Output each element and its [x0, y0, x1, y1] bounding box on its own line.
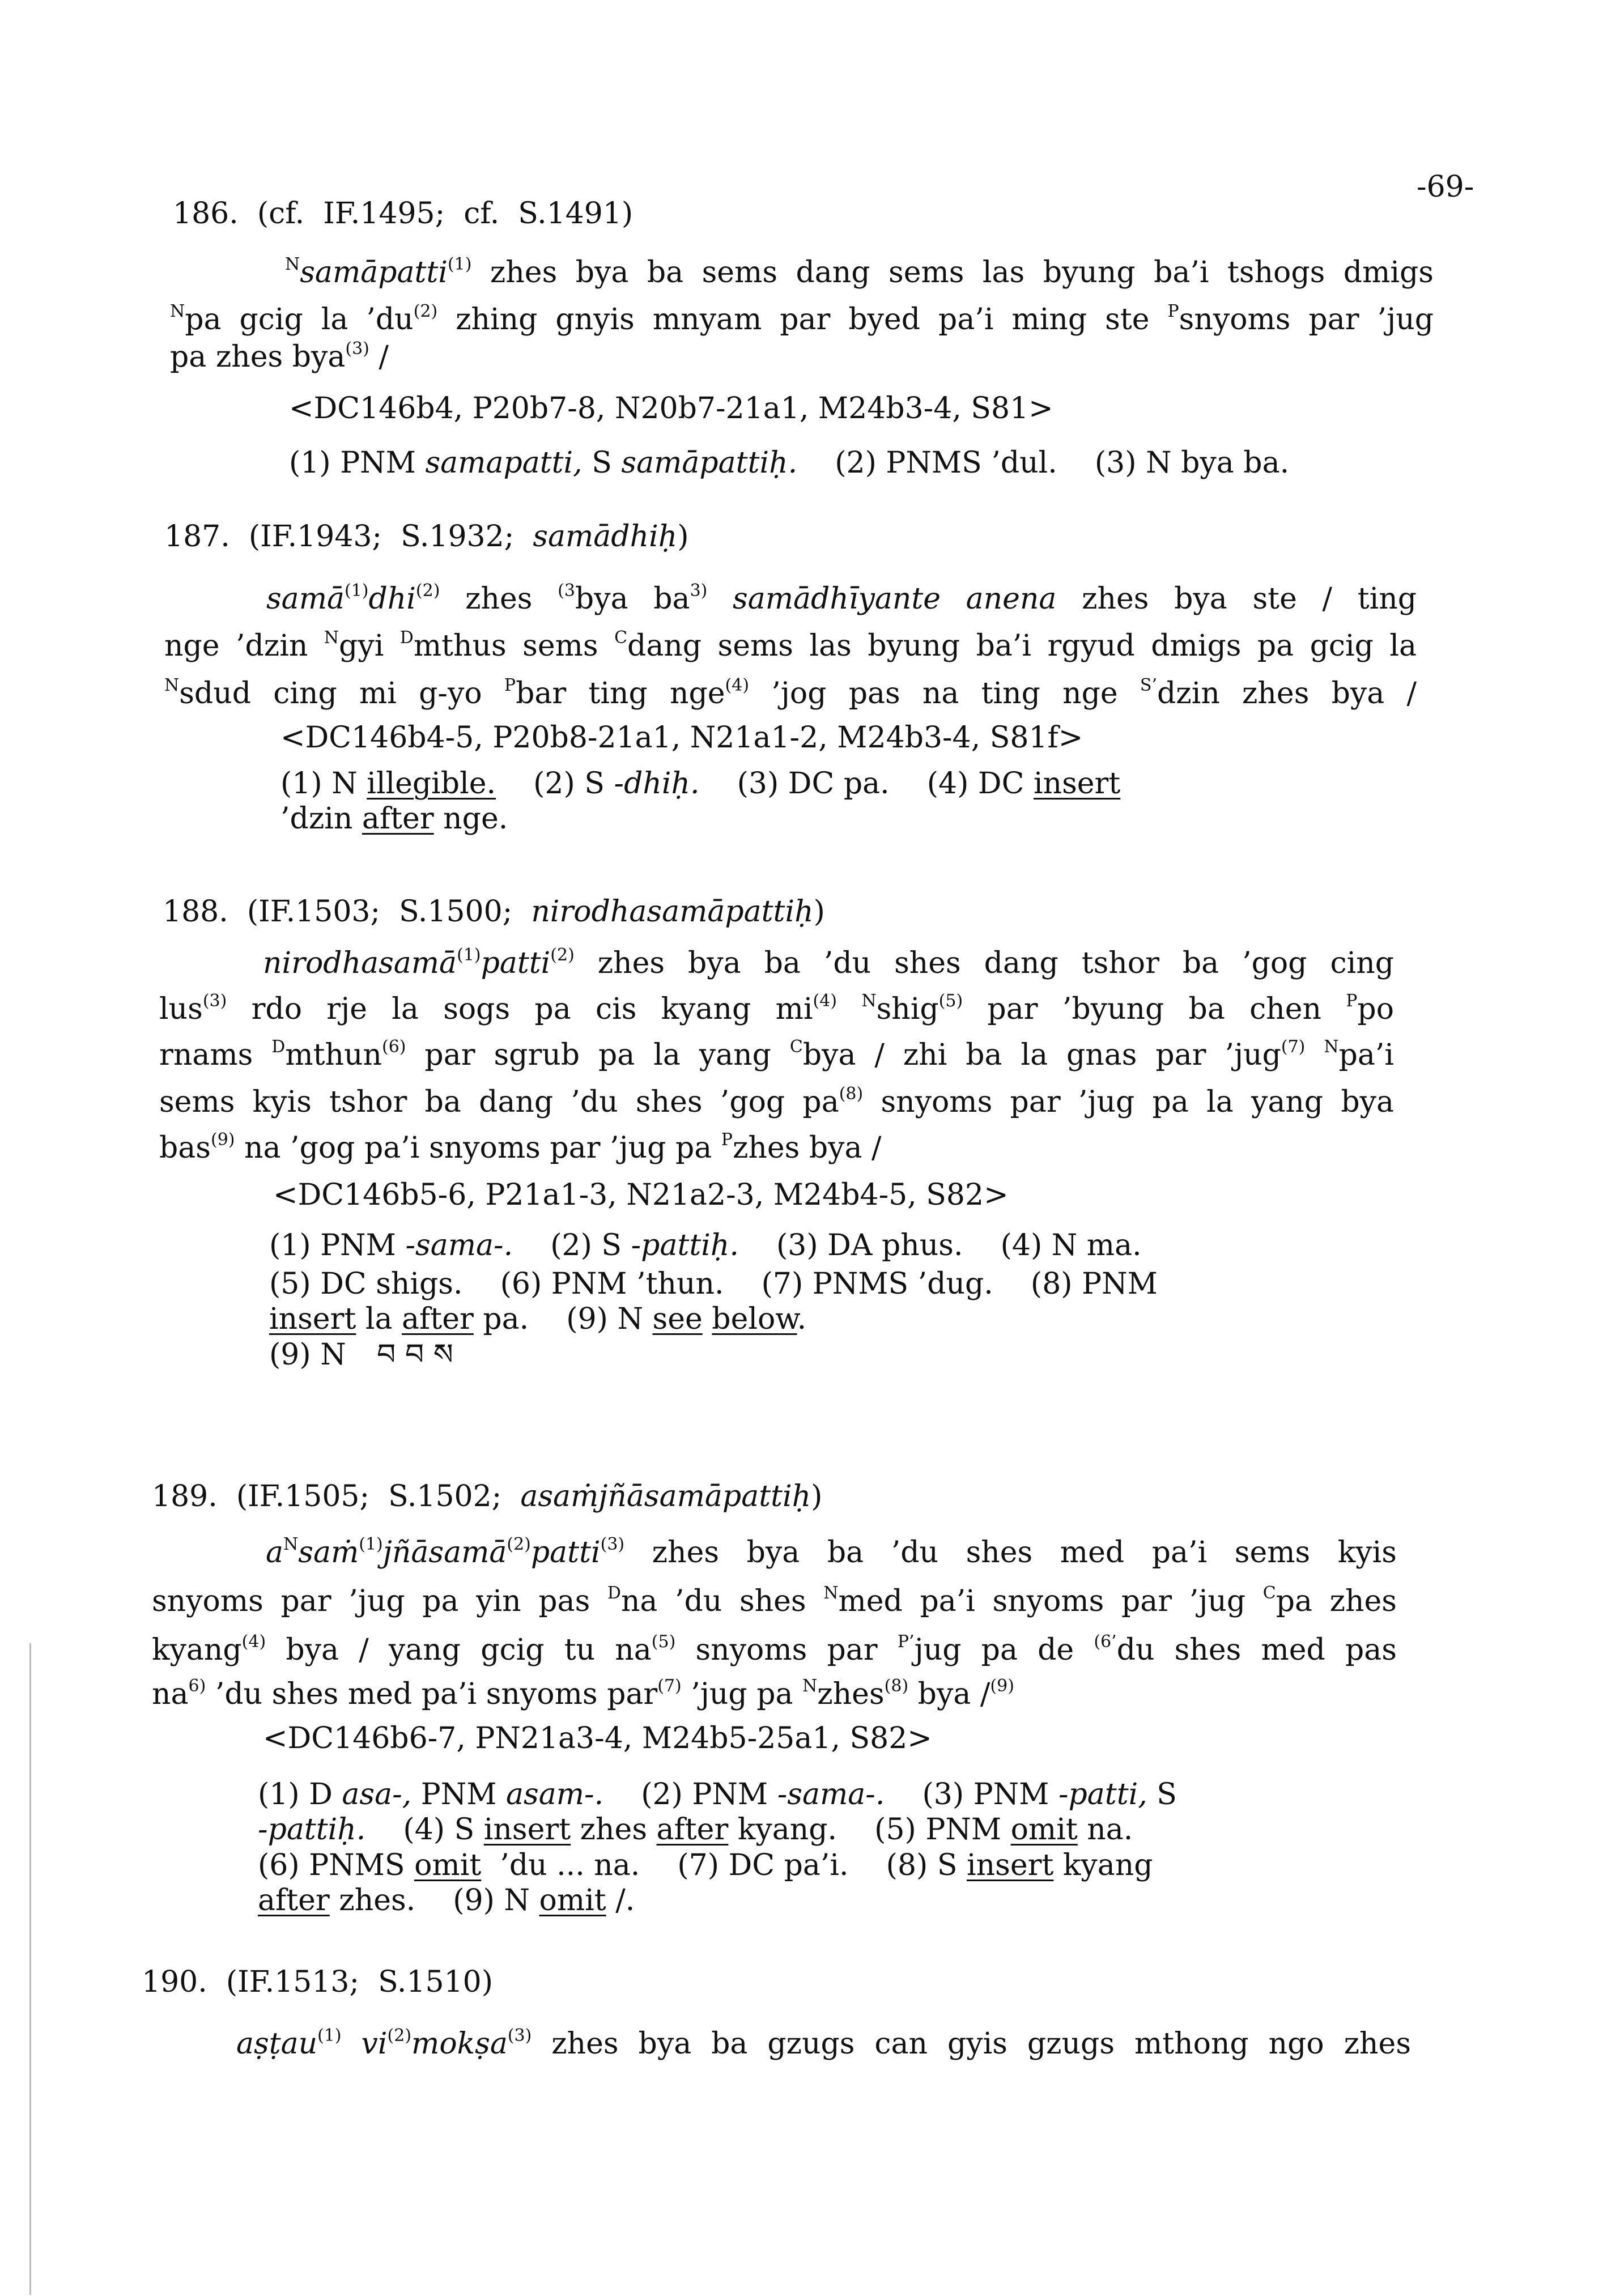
text-segment: ’dzin — [280, 802, 362, 836]
text-segment: na ’du shes — [620, 1584, 824, 1618]
source-references: <DC146b4-5, P20b8-21a1, N21a1-2, M24b3-4, S81f> — [280, 721, 1083, 755]
text-segment — [342, 2027, 362, 2061]
text-segment: gyi — [339, 629, 400, 663]
footnote-line — [289, 445, 1289, 481]
text-segment: zhes — [440, 582, 558, 616]
text-segment: snyoms par ’jug pa la yang bya — [863, 1085, 1394, 1119]
italic-term: samādhīyante anena — [733, 582, 1057, 616]
superscript-marker: P’ — [897, 1632, 915, 1652]
entry-text-line — [266, 581, 1417, 617]
text-segment: S — [1147, 1778, 1177, 1812]
underlined-word: after — [258, 1883, 330, 1917]
italic-term: samāpatti — [300, 256, 448, 290]
text-segment: . — [797, 1302, 807, 1336]
source-references: <DC146b4, P20b7-8, N20b7-21a1, M24b3-4, S81> — [289, 392, 1053, 426]
text-segment: ) — [811, 1479, 823, 1513]
superscript-marker: P — [504, 675, 516, 695]
footnote-line — [269, 1266, 1158, 1302]
italic-term: samāpattiḥ. — [621, 446, 798, 480]
superscript-marker: (9) — [210, 1130, 235, 1150]
text-segment: snyoms par — [675, 1633, 898, 1667]
text-segment: /. — [606, 1883, 635, 1917]
text-segment: na ’gog pa’i snyoms par ’jug pa — [235, 1131, 721, 1165]
text-segment: (1) D — [258, 1778, 342, 1812]
underlined-word: omit — [1010, 1813, 1078, 1847]
text-segment — [837, 992, 861, 1026]
superscript-marker: N — [861, 991, 877, 1011]
italic-term: samādhiḥ — [533, 520, 678, 554]
superscript-marker: (7) — [1281, 1037, 1306, 1057]
underlined-word: illegible. — [367, 767, 496, 801]
footnote-line — [269, 1227, 1142, 1264]
superscript-marker: (6) — [382, 1037, 406, 1057]
superscript-marker: (2) — [387, 2026, 412, 2046]
italic-term: dhi — [368, 582, 416, 616]
text-segment: nge. — [433, 802, 508, 836]
superscript-marker: (1) — [345, 581, 369, 601]
text-segment: (2) PNMS ’dul. (3) N bya ba. — [797, 446, 1290, 480]
text-segment: (9) N — [269, 1338, 346, 1372]
text-segment: po — [1357, 992, 1395, 1026]
entry-text-line — [164, 675, 1417, 712]
superscript-marker: 6) — [188, 1676, 206, 1696]
superscript-marker: N — [164, 675, 180, 695]
text-segment: pa. (9) N — [473, 1302, 653, 1336]
text-segment: du shes med pas — [1116, 1633, 1397, 1667]
text-segment: (1) PNM — [269, 1228, 406, 1262]
italic-term: -sama-. — [777, 1778, 885, 1812]
entry-text-line — [285, 254, 1434, 291]
footnote-line — [280, 801, 508, 837]
italic-term: jñāsamā — [382, 1536, 507, 1570]
text-segment: zhes — [817, 1677, 885, 1711]
underlined-word: insert — [1033, 767, 1121, 801]
footnote-line — [258, 1882, 635, 1919]
entry-text-line — [170, 339, 389, 375]
text-segment: par ’byung ba chen — [963, 992, 1346, 1026]
text-segment: pa gcig la ’du — [185, 303, 414, 337]
entry-heading — [164, 518, 689, 555]
text-segment: nge ’dzin — [164, 629, 324, 663]
page-number: -69- — [1417, 170, 1474, 204]
text-segment: kyang. (5) PNM — [728, 1813, 1011, 1847]
text-segment: ’du ... na. (7) DC pa’i. (8) S — [481, 1848, 967, 1882]
text-segment: ’du shes med pa’i snyoms par — [206, 1677, 658, 1711]
text-segment: bas — [159, 1131, 211, 1165]
italic-term: aṣṭau — [236, 2027, 318, 2061]
text-segment: ’jog pas na ting nge — [749, 677, 1140, 711]
superscript-marker: N — [823, 1583, 839, 1603]
superscript-marker: (3 — [558, 581, 575, 601]
italic-term: nirodhasamāpattiḥ — [531, 895, 814, 929]
text-segment: snyoms par ’jug — [1179, 303, 1434, 337]
text-segment: pa zhes — [1276, 1584, 1397, 1618]
superscript-marker: (3) — [202, 991, 227, 1011]
text-segment: shig — [876, 992, 939, 1026]
text-segment: PNM — [411, 1778, 507, 1812]
text-segment: 189. (IF.1505; S.1502; — [152, 1479, 521, 1513]
underlined-word: after — [656, 1813, 729, 1847]
italic-term: patti — [481, 946, 551, 980]
entry-text-line — [159, 1130, 882, 1166]
superscript-marker: S’ — [1140, 675, 1158, 695]
text-segment: jug pa de — [914, 1633, 1094, 1667]
underlined-word: after — [362, 802, 434, 836]
italic-term: a — [266, 1536, 284, 1570]
superscript-marker: C — [1262, 1583, 1276, 1603]
text-segment: ) — [677, 520, 689, 554]
text-segment: 187. (IF.1943; S.1932; — [164, 520, 533, 554]
footnote-line — [269, 1337, 346, 1373]
text-segment: 188. (IF.1503; S.1500; — [163, 895, 532, 929]
italic-term: saṁ — [298, 1536, 359, 1570]
entry-text-line — [159, 991, 1394, 1027]
italic-term: asa-, — [342, 1778, 412, 1812]
text-segment: par sgrub pa la yang — [406, 1038, 790, 1072]
italic-term: vi — [361, 2027, 388, 2061]
italic-term: -dhiḥ. — [614, 767, 700, 801]
entry-text-line — [170, 301, 1434, 338]
underlined-word: omit — [414, 1848, 482, 1882]
text-segment — [1305, 1038, 1324, 1072]
entry-heading — [163, 894, 825, 930]
superscript-marker: N — [170, 301, 185, 321]
superscript-marker: N — [285, 254, 300, 274]
text-segment: rdo rje la sogs pa cis kyang mi — [227, 992, 813, 1026]
underlined-word: insert — [483, 1813, 571, 1847]
entry-text-line — [159, 1037, 1394, 1073]
footnote-line — [258, 1776, 1177, 1813]
superscript-marker: N — [1324, 1037, 1339, 1057]
superscript-marker: (2) — [413, 301, 438, 321]
italic-term: -pattiḥ. — [631, 1228, 739, 1262]
text-segment: (6) PNMS — [258, 1848, 415, 1882]
text-segment: zhes bya ste / ting — [1056, 582, 1417, 616]
superscript-marker: (3) — [345, 339, 369, 359]
text-segment: (1) N — [280, 767, 367, 801]
text-segment: zhes bya ba gzugs can gyis gzugs mthong ngo zhes — [532, 2027, 1411, 2061]
underlined-word: insert — [967, 1848, 1054, 1882]
text-segment: mthun — [285, 1038, 382, 1072]
superscript-marker: (2) — [415, 581, 440, 601]
superscript-marker: (1) — [359, 1534, 383, 1554]
text-segment: sdud cing mi g-yo — [179, 677, 504, 711]
entry-heading — [152, 1478, 822, 1515]
text-segment: bya / zhi ba la gnas par ’jug — [802, 1038, 1281, 1072]
text-segment: zhes bya ba sems dang sems las byung ba’i tshogs dmigs — [471, 256, 1434, 290]
text-segment: na. — [1077, 1813, 1133, 1847]
text-segment: zhing gnyis mnyam par byed pa’i ming ste — [437, 303, 1168, 337]
entry-text-line — [164, 628, 1417, 664]
superscript-marker: (1) — [457, 945, 481, 965]
superscript-marker: (5) — [938, 991, 963, 1011]
text-segment: / — [369, 340, 389, 374]
text-segment: zhes bya ba ’du shes dang tshor ba ’gog cing — [574, 946, 1394, 980]
source-references: <DC146b5-6, P21a1-3, N21a2-3, M24b4-5, S82> — [273, 1178, 1009, 1212]
entry-text-line — [152, 1583, 1397, 1619]
italic-term: asam-. — [506, 1778, 604, 1812]
text-segment: la — [356, 1302, 402, 1336]
entry-text-line — [152, 1676, 1014, 1712]
footnote-line — [258, 1847, 1153, 1883]
superscript-marker: (9) — [990, 1676, 1014, 1696]
superscript-marker: (4) — [813, 991, 837, 1011]
underlined-word: omit — [539, 1883, 606, 1917]
entry-text-line — [159, 1084, 1394, 1120]
entry-heading — [142, 1964, 493, 2000]
text-segment: snyoms par ’jug pa yin pas — [152, 1584, 607, 1618]
italic-term: mokṣa — [411, 2027, 508, 2061]
text-segment: med pa’i snyoms par ’jug — [838, 1584, 1263, 1618]
text-segment: bya ba — [575, 582, 690, 616]
superscript-marker: (5) — [651, 1632, 676, 1652]
superscript-marker: C — [789, 1037, 803, 1057]
entry-text-line — [236, 2026, 1411, 2062]
text-segment: sems kyis tshor ba dang ’du shes ’gog pa — [159, 1085, 839, 1119]
text-segment: S — [582, 446, 622, 480]
superscript-marker: 3) — [690, 581, 708, 601]
underlined-word: see — [652, 1302, 703, 1336]
italic-term: -patti, — [1058, 1778, 1147, 1812]
text-segment: (4) S — [365, 1813, 484, 1847]
text-segment: 186. (cf. IF.1495; cf. S.1491) — [173, 197, 634, 231]
text-segment: bar ting nge — [516, 677, 725, 711]
italic-term: -pattiḥ. — [258, 1813, 366, 1847]
text-segment — [703, 1302, 712, 1336]
superscript-marker: C — [614, 628, 628, 648]
text-segment: bya / yang gcig tu na — [266, 1633, 652, 1667]
entry-heading — [173, 195, 633, 232]
text-segment: bya / — [908, 1677, 990, 1711]
text-segment: zhes bya ba ’du shes med pa’i sems kyis — [624, 1536, 1397, 1570]
text-segment: (3) PNM — [885, 1778, 1058, 1812]
superscript-marker: (8) — [884, 1676, 909, 1696]
tibetan-letters: བ བ ས — [377, 1338, 453, 1372]
entry-text-line — [152, 1632, 1397, 1668]
text-segment: (3) DA phus. (4) N ma. — [738, 1228, 1142, 1262]
superscript-marker: N — [802, 1676, 818, 1696]
entry-text-line — [263, 945, 1394, 981]
text-segment: (2) PNM — [603, 1778, 777, 1812]
text-segment: na — [152, 1677, 189, 1711]
text-segment: (2) S — [513, 1228, 631, 1262]
superscript-marker: N — [324, 628, 339, 648]
text-segment: (3) DC pa. (4) DC — [699, 767, 1034, 801]
underlined-word: below — [712, 1302, 797, 1336]
superscript-marker: (3) — [600, 1534, 625, 1554]
text-segment: kyang — [1053, 1848, 1153, 1882]
text-segment: pa’i — [1338, 1038, 1395, 1072]
superscript-marker: (6’ — [1094, 1632, 1117, 1652]
superscript-marker: P — [1346, 991, 1358, 1011]
text-segment: (5) DC shigs. (6) PNM ’thun. (7) PNMS ’dug. (8) PNM — [269, 1267, 1158, 1301]
text-segment: (1) PNM — [289, 446, 426, 480]
text-segment: pa zhes bya — [170, 340, 346, 374]
text-segment: rnams — [159, 1038, 272, 1072]
text-segment: ’jug pa — [681, 1677, 803, 1711]
text-segment: zhes. (9) N — [329, 1883, 539, 1917]
superscript-marker: (3) — [507, 2026, 532, 2046]
entry-text-line — [266, 1534, 1397, 1571]
italic-term: samapatti, — [425, 446, 583, 480]
superscript-marker: D — [271, 1037, 286, 1057]
superscript-marker: (1) — [317, 2026, 342, 2046]
italic-term: samā — [266, 582, 345, 616]
footnote-line — [280, 766, 1120, 802]
text-segment: mthus sems — [413, 629, 615, 663]
text-segment: ) — [813, 895, 825, 929]
italic-term: asaṁjñāsamāpattiḥ — [520, 1479, 811, 1513]
superscript-marker: (2) — [550, 945, 575, 965]
scan-margin-line — [29, 1643, 31, 2295]
text-segment: 190. (IF.1513; S.1510) — [142, 1965, 494, 1999]
superscript-marker: P — [1167, 301, 1179, 321]
superscript-marker: (7) — [657, 1676, 682, 1696]
footnote-line — [258, 1812, 1133, 1848]
text-segment: kyang — [152, 1633, 242, 1667]
superscript-marker: (8) — [839, 1084, 864, 1104]
underlined-word: after — [402, 1302, 474, 1336]
superscript-marker: (2) — [507, 1534, 531, 1554]
superscript-marker: D — [607, 1583, 621, 1603]
superscript-marker: N — [283, 1534, 299, 1554]
italic-term: patti — [530, 1536, 601, 1570]
superscript-marker: (4) — [241, 1632, 266, 1652]
text-segment: lus — [159, 992, 203, 1026]
superscript-marker: (1) — [447, 254, 472, 274]
text-segment: zhes bya / — [732, 1131, 882, 1165]
text-segment: zhes — [571, 1813, 657, 1847]
footnote-line — [269, 1301, 806, 1337]
italic-term: nirodhasamā — [263, 946, 457, 980]
text-segment: dang sems las byung ba’i rgyud dmigs pa gcig la — [627, 629, 1417, 663]
text-segment: (2) S — [496, 767, 614, 801]
text-segment: dzin zhes bya / — [1157, 677, 1417, 711]
source-references: <DC146b6-7, PN21a3-4, M24b5-25a1, S82> — [263, 1721, 932, 1755]
superscript-marker: P — [721, 1130, 733, 1150]
italic-term: -sama-. — [405, 1228, 513, 1262]
superscript-marker: (4) — [725, 675, 750, 695]
underlined-word: insert — [269, 1302, 356, 1336]
text-segment — [707, 582, 733, 616]
superscript-marker: D — [399, 628, 414, 648]
